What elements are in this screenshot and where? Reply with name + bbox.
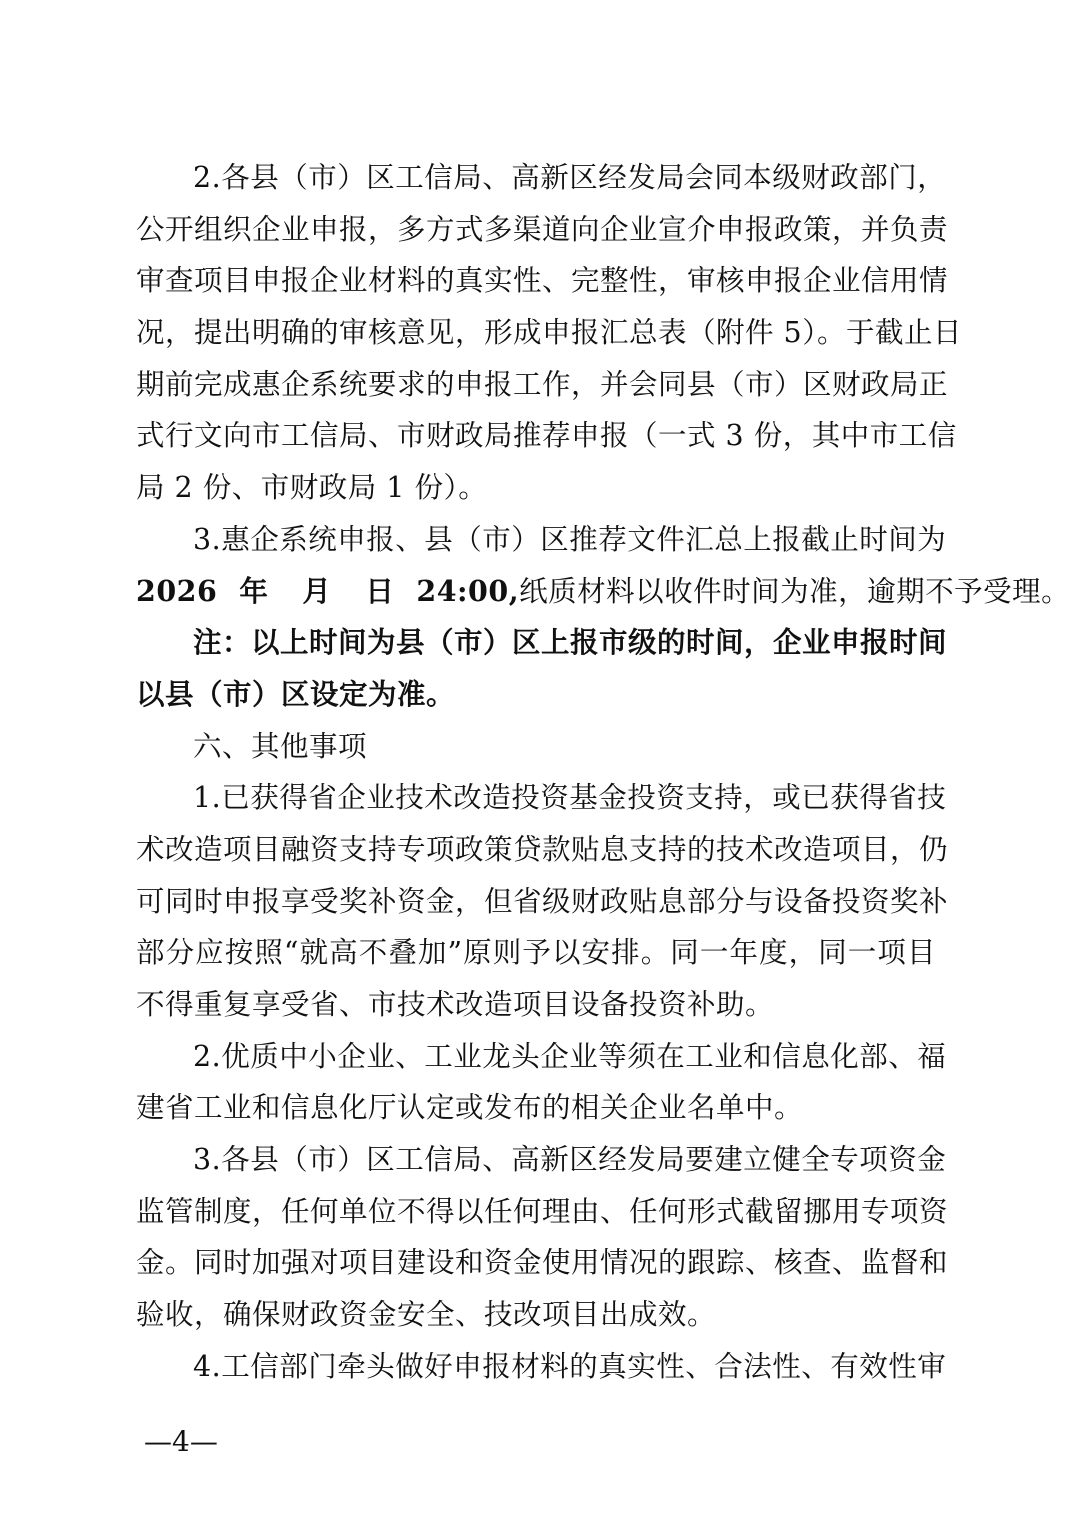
section6-item-2: [136, 1031, 947, 1134]
text-line: 3.惠企系统申报、县（市）区推荐文件汇总上报截止时间为: [193, 522, 947, 556]
text-line: 公开组织企业申报，多方式多渠道向企业宣介申报政策，并负责: [136, 212, 949, 246]
note-paragraph: [136, 617, 948, 720]
paragraph-item-3: [136, 514, 1071, 617]
text-line: 建省工业和信息化厅认定或发布的相关企业名单中。: [136, 1091, 804, 1125]
section6-item-3: [136, 1134, 949, 1341]
text-line: 2.各县（市）区工信局、高新区经发局会同本级财政部门，: [193, 161, 947, 194]
text-line: 2.优质中小企业、工业龙头企业等须在工业和信息化部、福: [193, 1039, 947, 1073]
document-body: [136, 152, 1071, 1393]
section6-item-1: [136, 772, 949, 1030]
note-line: 注：以上时间为县（市）区上报市级的时间，企业申报时间: [193, 625, 948, 660]
text-line: 局 2 份、市财政局 1 份）。: [136, 471, 488, 505]
section-heading: 六、其他事项: [193, 729, 368, 763]
section6-item-4: [136, 1341, 947, 1393]
deadline-line: [136, 566, 1071, 618]
deadline-month-unit: 月: [302, 573, 332, 608]
text-line: 3.各县（市）区工信局、高新区经发局要建立健全专项资金: [193, 1143, 947, 1177]
text-line: 期前完成惠企系统要求的申报工作，并会同县（市）区财政局正: [136, 367, 949, 401]
text-line: 验收，确保财政资金安全、技改项目出成效。: [136, 1298, 717, 1332]
page-number: —4—: [144, 1425, 218, 1458]
text-line: 式行文向市工信局、市财政局推荐申报（一式 3 份，其中市工信: [136, 419, 957, 453]
text-line: 1.已获得省企业技术改造投资基金投资支持，或已获得省技: [193, 781, 947, 815]
deadline-day-unit: 日: [365, 573, 395, 608]
deadline-year: 2026: [136, 573, 218, 608]
deadline-rest: 纸质材料以收件时间为准，逾期不予受理。: [519, 574, 1071, 608]
text-line: 可同时申报享受奖补资金，但省级财政贴息部分与设备投资奖补: [136, 884, 949, 918]
text-line: 4.工信部门牵头做好申报材料的真实性、合法性、有效性审: [193, 1349, 947, 1383]
paragraph-item-2: [136, 152, 962, 514]
text-line: 况，提出明确的审核意见，形成申报汇总表（附件 5）。于截止日: [136, 316, 962, 350]
text-line: 不得重复享受省、市技术改造项目设备投资补助。: [136, 988, 775, 1021]
deadline-time: 24:00,: [416, 573, 520, 608]
text-line: 金。同时加强对项目建设和资金使用情况的跟踪、核查、监督和: [136, 1246, 949, 1280]
text-line: 术改造项目融资支持专项政策贷款贴息支持的技术改造项目，仍: [136, 832, 949, 866]
deadline-year-unit: 年: [239, 573, 269, 608]
text-line: 监管制度，任何单位不得以任何理由、任何形式截留挪用专项资: [136, 1194, 949, 1228]
text-line: 审查项目申报企业材料的真实性、完整性，审核申报企业信用情: [136, 264, 949, 298]
note-line: 以县（市）区设定为准。: [136, 676, 456, 711]
text-line: 部分应按照“就高不叠加”原则予以安排。同一年度，同一项目: [136, 936, 936, 970]
